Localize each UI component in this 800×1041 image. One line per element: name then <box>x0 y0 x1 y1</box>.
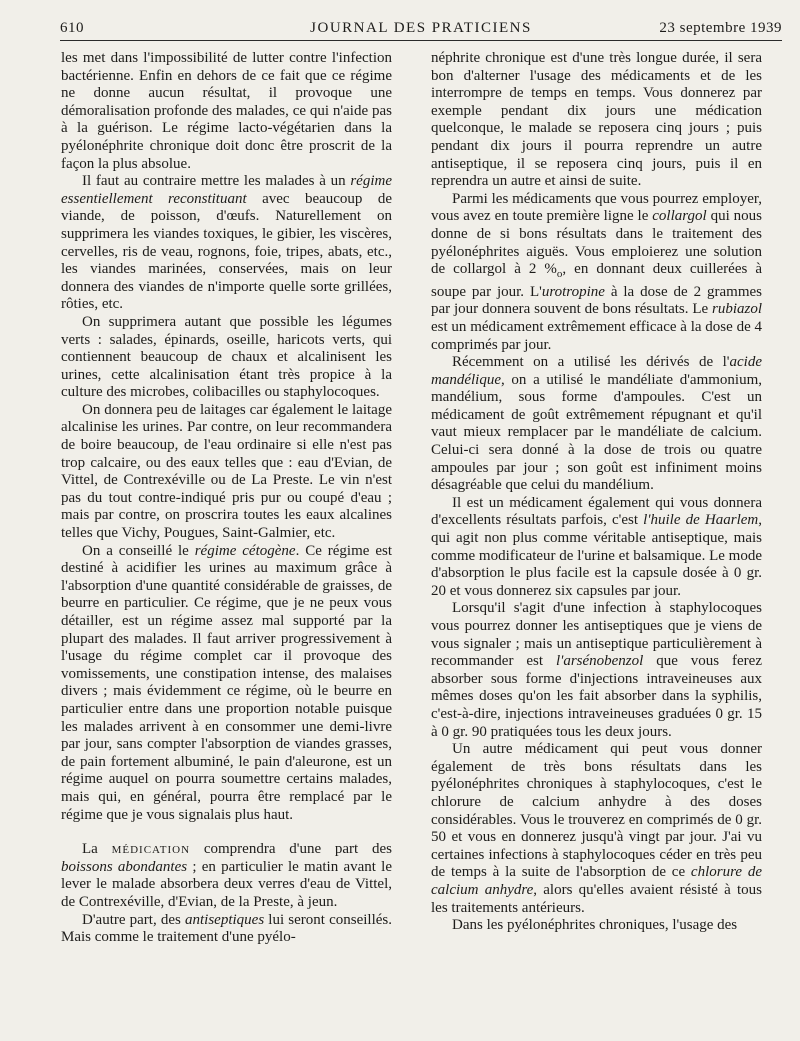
paragraph: Un autre médicament qui peut vous donner également de très bons résultats dans les pyélonéphrites chroniques à staphylocoques, c'est le chlorure de calcium anhydre à des doses considérables. Vous le trouverez en comprimés de 0 gr. 50 et vous en donnerez jusqu'à vingt par jour. J'ai vu certaines infections à staphylocoques céder en très peu de temps à la suite de l'absorption de ce chlorure de calcium anhydre, alors qu'elles avaient résisté à tous les traitements antérieurs. <box>431 741 762 916</box>
emphasis: rubiazol <box>711 301 762 318</box>
emphasis: collargol <box>652 208 707 225</box>
journal-title: JOURNAL DES PRATICIENS <box>310 20 532 36</box>
per-mille-sign: % <box>544 261 557 278</box>
emphasis: acide mandélique <box>431 354 762 388</box>
small-caps-heading: médication <box>111 841 191 858</box>
paragraph: Parmi les médicaments que vous pourrez employer, vous avez en toute première ligne le collargol qui nous donne de si bons résultats dans le traitement des pyélonéphrites aiguës. Vous emploierez une solution de collargol à 2 $\%_o$, en donnant deux cuillerées à soupe par jour. L'urotropine à la dose de 2 grammes par jour donnera souvent de bons résultats. Le rubiazol est un médicament extrêmement efficace à la dose de 4 comprimés par jour. <box>431 190 763 353</box>
paragraph: les met dans l'impossibilité de lutter contre l'infection bactérienne. Enfin en dehors de ce fait que ce régime ne donne aucun résultat, il provoque une démoralisation profonde des malades, ce qui n'aide pas à la guérison. Le régime lacto-végétarien dans la pyélonéphrite chronique doit donc être proscrit de la façon la plus absolue. <box>61 50 392 172</box>
paragraph: On a conseillé le régime cétogène. Ce régime est destiné à acidifier les urines au maximum grâce à l'absorption d'une quantité considérable de graisses, de beurre en particulier. Ce régime, que je ne peux vous détailler, est un régime assez mal supporté par la plupart des malades. Il faut arriver progressivement à l'usage du régime complet car il provoque des vomissements, une constipation intense, des malaises divers ; mais évidemment ce régime, où le beurre en particulier entre dans une proportion notable puisque les malades arrivent à en consommer une demi-livre par jour, sans compter l'absorption de viandes grasses, de pain fortement albuminé, le pain d'aleurone, est un régime auquel on pourra soumettre certains malades, mais qui, en général, pourra être remplacé par le régime que je vous signalais plus haut. <box>61 542 392 823</box>
emphasis: antiseptiques <box>185 911 265 928</box>
issue-date: 23 septembre 1939 <box>659 20 782 36</box>
emphasis: régime essentiellement reconstituant <box>61 173 392 207</box>
paragraph: La médication comprendra d'une part des boissons abondantes ; en particulier le matin avant le lever le malade absorbera deux verres d'eau de Vittel, de Contrexéville, d'Evian, de la Preste, à jeun. <box>61 841 392 910</box>
emphasis: régime cétogène <box>194 542 296 559</box>
emphasis: l'arsénobenzol <box>555 653 644 670</box>
emphasis: boissons abondantes <box>61 858 188 875</box>
paragraph: Récemment on a utilisé les dérivés de l'acide mandélique, on a utilisé le mandéliate d'ammonium, mandélium, sous forme d'ampoules. C'est un médicament de goût extrêmement répugnant et qu'il vaut mieux remplacer par le mandéliate de calcium. Celui-ci sera donné à la dose de trois ou quatre ampoules par jour ; son goût est infiniment moins désagréable que celui du mandélium. <box>431 354 762 494</box>
paragraph: D'autre part, des antiseptiques lui seront conseillés. Mais comme le traitement d'une pyélo- <box>61 911 392 946</box>
paragraph: Il faut au contraire mettre les malades à un régime essentiellement reconstituant avec beaucoup de viande, de poisson, d'œufs. Naturellement on supprimera les viandes toxiques, le gibier, les viscères, cervelles, ris de veau, rognons, foie, tripes, abats, etc., les viandes marinées, conservées, mais on leur donnera des viandes de n'importe quelle sorte grillées, rôties, etc. <box>61 173 392 313</box>
emphasis: urotropine <box>541 283 605 300</box>
paragraph: Lorsqu'il s'agit d'une infection à staphylocoques vous pourrez donner les antiseptiques que je viens de vous signaler ; mais un antiseptique particulièrement à recommander est l'arsénobenzol que vous ferez absorber sous forme d'injections intraveineuses aux mêmes doses qu'on les fait absorber dans la syphilis, c'est-à-dire, injections intraveineuses graduées 0 gr. 15 à 0 gr. 90 pratiquées tous les deux jours. <box>431 600 762 740</box>
paragraph: Il est un médicament également qui vous donnera d'excellents résultats parfois, c'est l'huile de Haarlem, qui agit non plus comme véritable antiseptique, mais comme modificateur de l'urine et balsamique. Le mode d'absorption le plus facile est la capsule dosée à 0 gr. 20 et vous donnerez six capsules par jour. <box>431 494 762 599</box>
paragraph: Dans les pyélonéphrites chroniques, l'usage des <box>452 917 738 934</box>
right-column <box>431 50 762 935</box>
emphasis: chlorure de calcium anhydre <box>431 864 762 898</box>
paragraph: On donnera peu de laitages car également le laitage alcalinise les urines. Par contre, on leur recommandera de boire beaucoup, de l'eau ordinaire si elle n'est pas trop calcaire, ou des eaux telles que : eau d'Evian, de Vittel, de Contrexéville ou de La Preste. Le vin n'est pas du tout contre-indiqué pris pur ou coupé d'eau ; mais par contre, on proscrira toutes les eaux alcalines telles que Vichy, Pougues, Saint-Galmier, etc. <box>61 401 392 542</box>
paragraph: néphrite chronique est d'une très longue durée, il sera bon d'alterner l'usage des médicaments et de les interrompre de temps en temps. Vous donnerez par exemple pendant dix jours une médication quelconque, le malade se reposera cinq jours ; puis pendant dix jours il pourra reprendre un autre antiseptique, il se reposera cinq jours, puis il en reprendra un autre et ainsi de suite. <box>431 50 762 190</box>
paragraph: On supprimera autant que possible les légumes verts : salades, épinards, oseille, haricots verts, qui contiennent beaucoup de chaux et alcalinisent les urines, cette alcalinisation étant très propice à la culture des microbes, colibacilles ou staphylocoques. <box>61 313 392 401</box>
running-header <box>60 18 782 41</box>
emphasis: l'huile de Haarlem <box>643 512 759 529</box>
page-number: 610 <box>60 20 84 36</box>
left-column <box>61 50 392 947</box>
